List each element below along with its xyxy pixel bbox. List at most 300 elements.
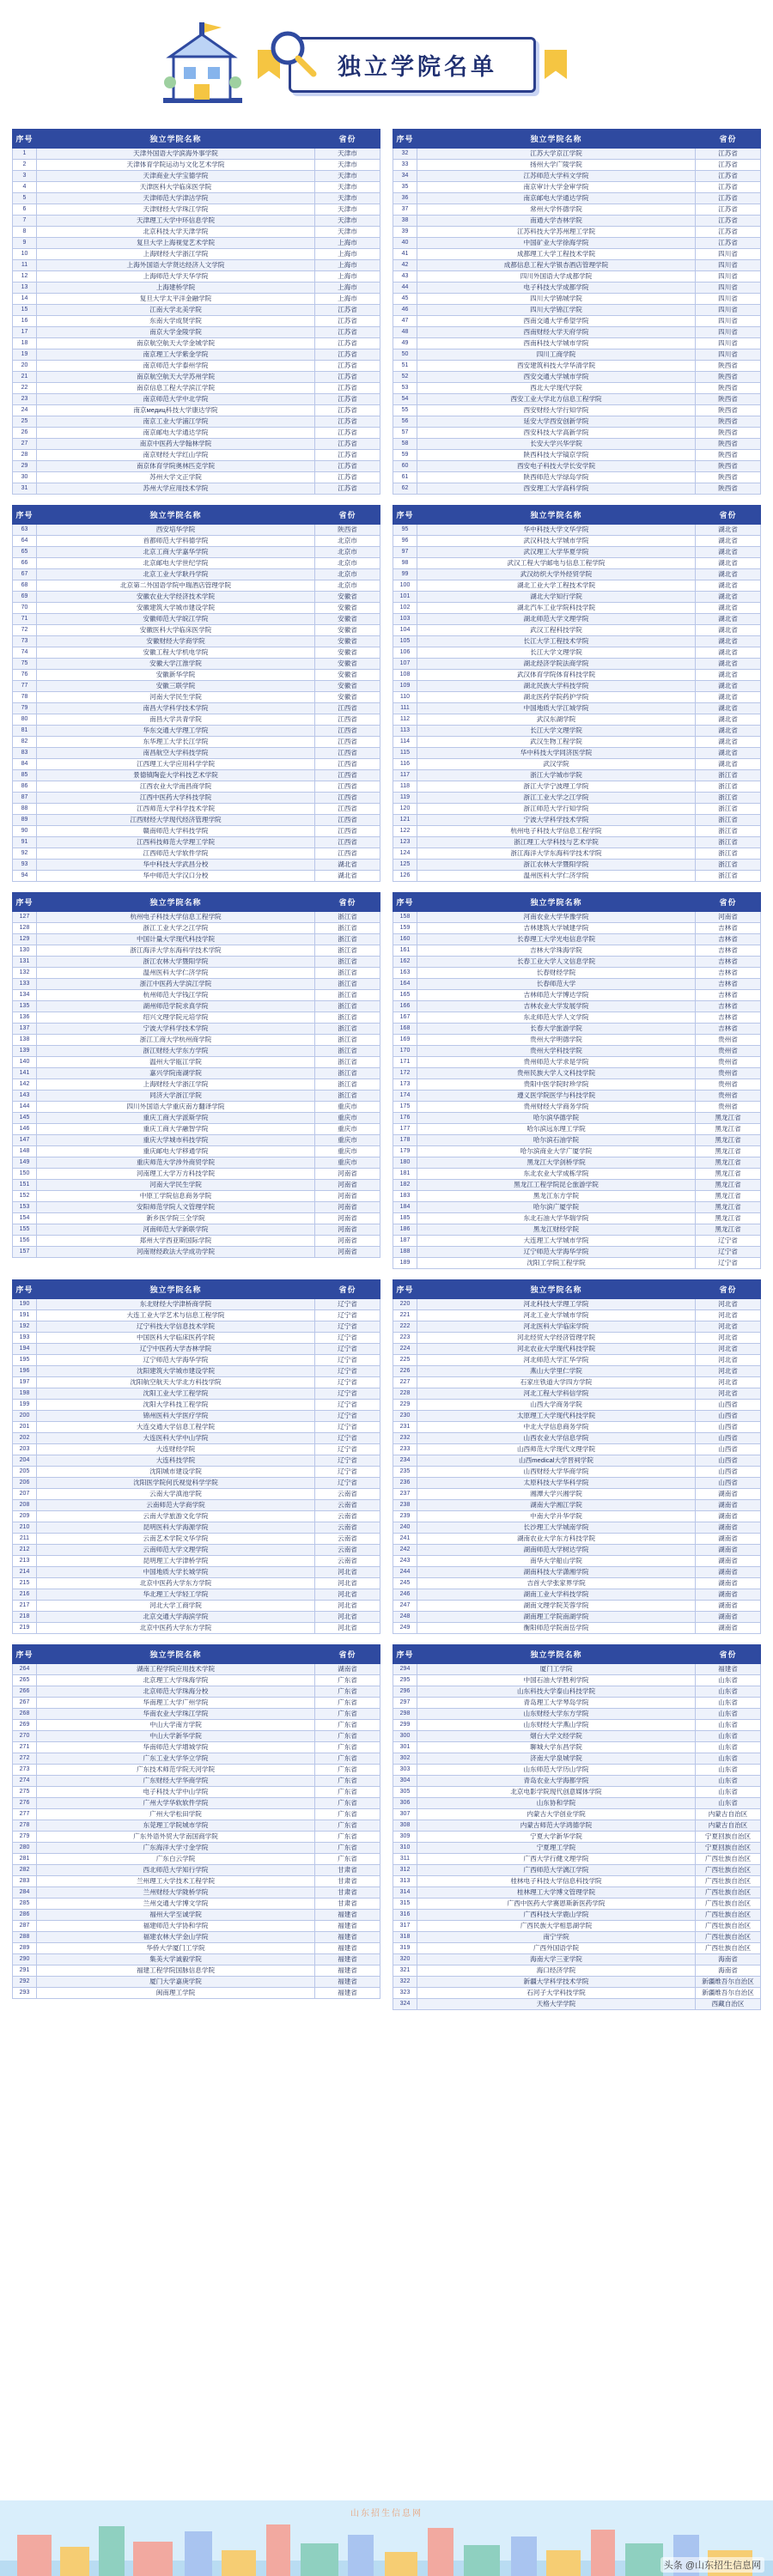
cell-no: 24 bbox=[13, 405, 37, 416]
cell-province: 吉林省 bbox=[696, 945, 761, 957]
cell-no: 149 bbox=[13, 1157, 37, 1169]
cell-no: 20 bbox=[13, 361, 37, 372]
cell-name: 安徽农业大学经济技术学院 bbox=[37, 592, 315, 603]
table-row bbox=[393, 1589, 761, 1601]
cell-province: 江苏省 bbox=[315, 450, 380, 461]
table-row bbox=[13, 1444, 380, 1455]
cell-name: 广东白云学院 bbox=[37, 1854, 315, 1865]
cell-name: 广西中医药大学赛恩斯新医药学院 bbox=[417, 1899, 696, 1910]
cell-name: 浙江财经大学东方学院 bbox=[37, 1046, 315, 1057]
cell-province: 吉林省 bbox=[696, 957, 761, 968]
cell-no: 178 bbox=[393, 1135, 417, 1146]
cell-province: 广东省 bbox=[315, 1675, 380, 1686]
column-header-prov: 省份 bbox=[696, 1645, 761, 1664]
cell-province: 北京市 bbox=[315, 536, 380, 547]
cell-name: 南京медиц科技大学康达学院 bbox=[37, 405, 315, 416]
table-row bbox=[393, 1079, 761, 1091]
cell-name: 山东财经大学燕山学院 bbox=[417, 1720, 696, 1731]
cell-name: 中山大学新华学院 bbox=[37, 1731, 315, 1742]
cell-name: 武汉理工大学华夏学院 bbox=[417, 547, 696, 558]
cell-name: 湖州师范学院求真学院 bbox=[37, 1001, 315, 1012]
cell-no: 273 bbox=[13, 1765, 37, 1776]
cell-province: 贵州省 bbox=[696, 1057, 761, 1068]
cell-no: 144 bbox=[13, 1102, 37, 1113]
table-row bbox=[393, 1455, 761, 1467]
cell-province: 河南省 bbox=[315, 1202, 380, 1213]
cell-name: 福建农林大学金山学院 bbox=[37, 1932, 315, 1943]
table-row bbox=[393, 349, 761, 361]
cell-name: 锦州医科大学医疗学院 bbox=[37, 1411, 315, 1422]
cell-name: 扬州大学广陵学院 bbox=[417, 160, 696, 171]
cell-province: 湖北省 bbox=[696, 681, 761, 692]
cell-name: 湖南文理学院芙蓉学院 bbox=[417, 1601, 696, 1612]
table-row bbox=[393, 1124, 761, 1135]
cell-name: 河南大学民生学院 bbox=[37, 692, 315, 703]
cell-name: 南京师范大学中北学院 bbox=[37, 394, 315, 405]
cell-no: 219 bbox=[13, 1623, 37, 1634]
table-row bbox=[393, 327, 761, 338]
table-row bbox=[393, 461, 761, 472]
cell-province: 陕西省 bbox=[696, 372, 761, 383]
cell-no: 276 bbox=[13, 1798, 37, 1809]
cell-province: 广东省 bbox=[315, 1820, 380, 1832]
table-row bbox=[13, 450, 380, 461]
table-block-8 bbox=[393, 1279, 761, 1634]
cell-no: 7 bbox=[13, 216, 37, 227]
cell-no: 11 bbox=[13, 260, 37, 271]
cell-no: 195 bbox=[13, 1355, 37, 1366]
cell-name: 西南交通大学希望学院 bbox=[417, 316, 696, 327]
cell-name: 华侨大学厦门工学院 bbox=[37, 1943, 315, 1954]
table-row bbox=[393, 1999, 761, 2010]
cell-name: 江苏大学京江学院 bbox=[417, 149, 696, 160]
cell-province: 河北省 bbox=[696, 1366, 761, 1377]
cell-province: 黑龙江省 bbox=[696, 1124, 761, 1135]
cell-name: 云南大学旅游文化学院 bbox=[37, 1511, 315, 1522]
cell-name: 西安财经大学行知学院 bbox=[417, 405, 696, 416]
cell-name: 云南师范大学商学院 bbox=[37, 1500, 315, 1511]
cell-no: 121 bbox=[393, 815, 417, 826]
cell-name: 西北大学现代学院 bbox=[417, 383, 696, 394]
cell-name: 辽宁科技大学信息技术学院 bbox=[37, 1321, 315, 1333]
cell-name: 北京中医药大学东方学院 bbox=[37, 1623, 315, 1634]
cell-province: 湖北省 bbox=[696, 614, 761, 625]
column-header-prov: 省份 bbox=[315, 1645, 380, 1664]
cell-name: 上海建桥学院 bbox=[37, 283, 315, 294]
cell-province: 浙江省 bbox=[315, 1057, 380, 1068]
table-row bbox=[13, 182, 380, 193]
cell-no: 67 bbox=[13, 569, 37, 580]
table-row bbox=[393, 1601, 761, 1612]
table-row bbox=[13, 968, 380, 979]
cell-name: 山东协和学院 bbox=[417, 1798, 696, 1809]
table-row bbox=[393, 1024, 761, 1035]
cell-name: 武汉学院 bbox=[417, 759, 696, 770]
cell-name: 中南大学升华学院 bbox=[417, 1511, 696, 1522]
cell-name: 福建工程学院国脉信息学院 bbox=[37, 1965, 315, 1977]
cell-province: 浙江省 bbox=[696, 815, 761, 826]
cell-province: 广东省 bbox=[315, 1843, 380, 1854]
table-row bbox=[13, 1455, 380, 1467]
cell-province: 江西省 bbox=[315, 793, 380, 804]
cell-province: 河北省 bbox=[315, 1567, 380, 1578]
cell-name: 宁波大学科学技术学院 bbox=[417, 815, 696, 826]
table-row bbox=[13, 1411, 380, 1422]
table-row bbox=[13, 670, 380, 681]
cell-province: 浙江省 bbox=[696, 871, 761, 882]
cell-no: 187 bbox=[393, 1236, 417, 1247]
cell-province: 浙江省 bbox=[315, 1012, 380, 1024]
table-row bbox=[393, 227, 761, 238]
cell-no: 214 bbox=[13, 1567, 37, 1578]
table-row bbox=[13, 405, 380, 416]
column-header-no: 序号 bbox=[393, 1280, 417, 1299]
cell-no: 14 bbox=[13, 294, 37, 305]
cell-province: 陕西省 bbox=[696, 405, 761, 416]
cell-name: 长安大学兴华学院 bbox=[417, 439, 696, 450]
cell-no: 169 bbox=[393, 1035, 417, 1046]
cell-province: 江西省 bbox=[315, 781, 380, 793]
cell-no: 175 bbox=[393, 1102, 417, 1113]
cell-no: 281 bbox=[13, 1854, 37, 1865]
column-header-no: 序号 bbox=[13, 506, 37, 525]
cell-no: 153 bbox=[13, 1202, 37, 1213]
cell-name: 天格大学学院 bbox=[417, 1999, 696, 2010]
cell-province: 广东省 bbox=[315, 1798, 380, 1809]
cell-province: 河北省 bbox=[696, 1377, 761, 1388]
table-row bbox=[393, 182, 761, 193]
cell-name: 西安科技大学高新学院 bbox=[417, 428, 696, 439]
cell-no: 167 bbox=[393, 1012, 417, 1024]
cell-no: 89 bbox=[13, 815, 37, 826]
cell-province: 江西省 bbox=[315, 804, 380, 815]
cell-no: 104 bbox=[393, 625, 417, 636]
table-row bbox=[13, 1388, 380, 1400]
cell-province: 福建省 bbox=[315, 1943, 380, 1954]
cell-no: 279 bbox=[13, 1832, 37, 1843]
cell-no: 48 bbox=[393, 327, 417, 338]
cell-name: 燕山大学里仁学院 bbox=[417, 1366, 696, 1377]
cell-province: 辽宁省 bbox=[315, 1333, 380, 1344]
cell-province: 福建省 bbox=[315, 1910, 380, 1921]
cell-name: 江苏师范大学科文学院 bbox=[417, 171, 696, 182]
table-row bbox=[393, 1500, 761, 1511]
cell-province: 广西壮族自治区 bbox=[696, 1932, 761, 1943]
cell-no: 60 bbox=[393, 461, 417, 472]
cell-no: 211 bbox=[13, 1534, 37, 1545]
cell-no: 29 bbox=[13, 461, 37, 472]
cell-province: 浙江省 bbox=[696, 804, 761, 815]
cell-no: 79 bbox=[13, 703, 37, 714]
table-row bbox=[393, 1776, 761, 1787]
table-row bbox=[13, 1545, 380, 1556]
cell-no: 28 bbox=[13, 450, 37, 461]
tables-container bbox=[0, 129, 773, 2010]
cell-name: 黑龙江财经学院 bbox=[417, 1224, 696, 1236]
cell-province: 江西省 bbox=[315, 703, 380, 714]
table-row bbox=[393, 405, 761, 416]
cell-name: 新乡医学院三全学院 bbox=[37, 1213, 315, 1224]
table-row bbox=[393, 770, 761, 781]
table-row bbox=[13, 227, 380, 238]
cell-province: 云南省 bbox=[315, 1534, 380, 1545]
institution-table bbox=[12, 1279, 380, 1634]
cell-no: 204 bbox=[13, 1455, 37, 1467]
table-row bbox=[393, 1400, 761, 1411]
cell-no: 246 bbox=[393, 1589, 417, 1601]
cell-no: 283 bbox=[13, 1876, 37, 1887]
cell-province: 浙江省 bbox=[315, 934, 380, 945]
cell-name: 天津师范大学津沽学院 bbox=[37, 193, 315, 204]
cell-province: 广东省 bbox=[315, 1776, 380, 1787]
cell-name: 绍兴文理学院元培学院 bbox=[37, 1012, 315, 1024]
table-row bbox=[13, 394, 380, 405]
cell-province: 安徽省 bbox=[315, 692, 380, 703]
cell-name: 石河子大学科技学院 bbox=[417, 1988, 696, 1999]
cell-name: 桂林电子科技大学信息科技学院 bbox=[417, 1876, 696, 1887]
cell-province: 湖北省 bbox=[696, 726, 761, 737]
table-row bbox=[13, 804, 380, 815]
cell-name: 天津体育学院运动与文化艺术学院 bbox=[37, 160, 315, 171]
cell-province: 湖北省 bbox=[315, 860, 380, 871]
cell-no: 206 bbox=[13, 1478, 37, 1489]
cell-no: 217 bbox=[13, 1601, 37, 1612]
table-row bbox=[393, 912, 761, 923]
cell-province: 湖北省 bbox=[696, 714, 761, 726]
cell-no: 128 bbox=[13, 923, 37, 934]
cell-province: 浙江省 bbox=[696, 793, 761, 804]
cell-name: 海南大学三亚学院 bbox=[417, 1954, 696, 1965]
cell-no: 87 bbox=[13, 793, 37, 804]
table-row bbox=[393, 1135, 761, 1146]
cell-no: 61 bbox=[393, 472, 417, 483]
cell-province: 湖南省 bbox=[696, 1623, 761, 1634]
cell-name: 天津商业大学宝德学院 bbox=[37, 171, 315, 182]
table-row bbox=[393, 547, 761, 558]
table-row bbox=[13, 1787, 380, 1798]
table-row bbox=[13, 1820, 380, 1832]
table-row bbox=[393, 681, 761, 692]
table-row bbox=[13, 1489, 380, 1500]
table-row bbox=[393, 1068, 761, 1079]
cell-province: 江苏省 bbox=[315, 472, 380, 483]
cell-province: 湖北省 bbox=[696, 525, 761, 536]
cell-name: 上海财经大学浙江学院 bbox=[37, 249, 315, 260]
table-row bbox=[393, 1820, 761, 1832]
cell-name: 山西师范大学现代文理学院 bbox=[417, 1444, 696, 1455]
cell-province: 北京市 bbox=[315, 547, 380, 558]
cell-no: 264 bbox=[13, 1664, 37, 1675]
cell-no: 181 bbox=[393, 1169, 417, 1180]
cell-no: 222 bbox=[393, 1321, 417, 1333]
table-row bbox=[393, 1731, 761, 1742]
table-row bbox=[393, 1422, 761, 1433]
table-row bbox=[13, 592, 380, 603]
cell-province: 浙江省 bbox=[315, 923, 380, 934]
table-row bbox=[393, 450, 761, 461]
table-row bbox=[393, 1578, 761, 1589]
cell-no: 114 bbox=[393, 737, 417, 748]
table-row bbox=[13, 1522, 380, 1534]
cell-name: 西安理工大学高科学院 bbox=[417, 483, 696, 495]
cell-no: 174 bbox=[393, 1091, 417, 1102]
cell-province: 江苏省 bbox=[315, 305, 380, 316]
cell-no: 71 bbox=[13, 614, 37, 625]
cell-name: 温州医科大学仁济学院 bbox=[37, 968, 315, 979]
cell-province: 黑龙江省 bbox=[696, 1135, 761, 1146]
cell-no: 230 bbox=[393, 1411, 417, 1422]
cell-province: 福建省 bbox=[696, 1664, 761, 1675]
table-row bbox=[393, 692, 761, 703]
cell-province: 甘肃省 bbox=[315, 1865, 380, 1876]
cell-province: 广东省 bbox=[315, 1809, 380, 1820]
cell-province: 山西省 bbox=[696, 1400, 761, 1411]
cell-no: 319 bbox=[393, 1943, 417, 1954]
cell-name: 长春师范大学 bbox=[417, 979, 696, 990]
cell-no: 159 bbox=[393, 923, 417, 934]
cell-no: 53 bbox=[393, 383, 417, 394]
cell-province: 浙江省 bbox=[315, 1046, 380, 1057]
cell-province: 辽宁省 bbox=[315, 1344, 380, 1355]
cell-no: 215 bbox=[13, 1578, 37, 1589]
cell-no: 224 bbox=[393, 1344, 417, 1355]
cell-name: 安徽财经大学商学院 bbox=[37, 636, 315, 647]
cell-province: 江苏省 bbox=[696, 193, 761, 204]
cell-name: 中国医科大学临床医药学院 bbox=[37, 1333, 315, 1344]
cell-name: 成都理工大学工程技术学院 bbox=[417, 249, 696, 260]
cell-name: 中原工学院信息商务学院 bbox=[37, 1191, 315, 1202]
cell-no: 278 bbox=[13, 1820, 37, 1832]
cell-name: 沈阳大学科技工程学院 bbox=[37, 1400, 315, 1411]
cell-no: 10 bbox=[13, 249, 37, 260]
cell-no: 305 bbox=[393, 1787, 417, 1798]
table-row bbox=[13, 1057, 380, 1068]
table-row bbox=[13, 1556, 380, 1567]
cell-name: 昆明理工大学津桥学院 bbox=[37, 1556, 315, 1567]
cell-province: 四川省 bbox=[696, 294, 761, 305]
cell-no: 148 bbox=[13, 1146, 37, 1157]
cell-no: 146 bbox=[13, 1124, 37, 1135]
table-row bbox=[393, 793, 761, 804]
table-row bbox=[13, 1079, 380, 1091]
table-row bbox=[393, 249, 761, 260]
column-header-name: 独立学院名称 bbox=[37, 893, 315, 912]
cell-name: 浙江工业大学之江学院 bbox=[37, 923, 315, 934]
cell-no: 203 bbox=[13, 1444, 37, 1455]
cell-name: 南京工业大学浦江学院 bbox=[37, 416, 315, 428]
table-row bbox=[13, 603, 380, 614]
cell-name: 大连科技学院 bbox=[37, 1455, 315, 1467]
cell-province: 山东省 bbox=[696, 1798, 761, 1809]
cell-name: 烟台大学文经学院 bbox=[417, 1731, 696, 1742]
cell-no: 91 bbox=[13, 837, 37, 848]
cell-province: 辽宁省 bbox=[696, 1258, 761, 1269]
cell-no: 299 bbox=[393, 1720, 417, 1731]
cell-no: 324 bbox=[393, 1999, 417, 2010]
table-row bbox=[13, 1135, 380, 1146]
cell-province: 重庆市 bbox=[315, 1102, 380, 1113]
table-row bbox=[393, 1876, 761, 1887]
table-row bbox=[13, 204, 380, 216]
cell-no: 317 bbox=[393, 1921, 417, 1932]
institution-table bbox=[12, 129, 380, 495]
cell-province: 安徽省 bbox=[315, 592, 380, 603]
cell-no: 64 bbox=[13, 536, 37, 547]
cell-name: 赣南师范大学科技学院 bbox=[37, 826, 315, 837]
table-row bbox=[393, 361, 761, 372]
cell-province: 江苏省 bbox=[696, 171, 761, 182]
cell-no: 285 bbox=[13, 1899, 37, 1910]
table-row bbox=[13, 483, 380, 495]
table-row bbox=[13, 260, 380, 271]
cell-no: 58 bbox=[393, 439, 417, 450]
table-row bbox=[393, 305, 761, 316]
cell-province: 重庆市 bbox=[315, 1135, 380, 1146]
cell-province: 山西省 bbox=[696, 1467, 761, 1478]
table-row bbox=[13, 1422, 380, 1433]
cell-province: 江苏省 bbox=[315, 439, 380, 450]
cell-name: 中国矿业大学徐海学院 bbox=[417, 238, 696, 249]
cell-province: 陕西省 bbox=[696, 416, 761, 428]
table-row bbox=[13, 580, 380, 592]
table-row bbox=[13, 1068, 380, 1079]
cell-no: 216 bbox=[13, 1589, 37, 1601]
cell-no: 119 bbox=[393, 793, 417, 804]
table-row bbox=[13, 726, 380, 737]
cell-no: 140 bbox=[13, 1057, 37, 1068]
cell-no: 59 bbox=[393, 450, 417, 461]
cell-name: 湖南工程学院应用技术学院 bbox=[37, 1664, 315, 1675]
cell-name: 西安培华学院 bbox=[37, 525, 315, 536]
cell-no: 4 bbox=[13, 182, 37, 193]
cell-name: 河北农业大学现代科技学院 bbox=[417, 1344, 696, 1355]
cell-province: 辽宁省 bbox=[315, 1366, 380, 1377]
cell-no: 43 bbox=[393, 271, 417, 283]
cell-name: 大连交通大学信息工程学院 bbox=[37, 1422, 315, 1433]
cell-province: 福建省 bbox=[315, 1954, 380, 1965]
cell-no: 200 bbox=[13, 1411, 37, 1422]
cell-no: 100 bbox=[393, 580, 417, 592]
cell-province: 新疆维吾尔自治区 bbox=[696, 1977, 761, 1988]
cell-no: 90 bbox=[13, 826, 37, 837]
table-row bbox=[13, 1589, 380, 1601]
cell-no: 199 bbox=[13, 1400, 37, 1411]
table-row bbox=[393, 1236, 761, 1247]
cell-name: 山西农业大学信息学院 bbox=[417, 1433, 696, 1444]
cell-province: 辽宁省 bbox=[315, 1433, 380, 1444]
table-row bbox=[13, 472, 380, 483]
cell-province: 辽宁省 bbox=[315, 1388, 380, 1400]
table-row bbox=[13, 1012, 380, 1024]
cell-name: 首都师范大学科德学院 bbox=[37, 536, 315, 547]
cell-no: 102 bbox=[393, 603, 417, 614]
cell-province: 陕西省 bbox=[696, 472, 761, 483]
table-row bbox=[393, 990, 761, 1001]
cell-no: 212 bbox=[13, 1545, 37, 1556]
column-header-prov: 省份 bbox=[696, 1280, 761, 1299]
cell-name: 电子科技大学成都学院 bbox=[417, 283, 696, 294]
cell-no: 221 bbox=[393, 1310, 417, 1321]
cell-no: 117 bbox=[393, 770, 417, 781]
table-row bbox=[13, 271, 380, 283]
table-row bbox=[393, 871, 761, 882]
cell-name: 湖北汽车工业学院科技学院 bbox=[417, 603, 696, 614]
cell-name: 云南大学滇池学院 bbox=[37, 1489, 315, 1500]
cell-name: 北京电影学院现代创意媒体学院 bbox=[417, 1787, 696, 1798]
cell-no: 173 bbox=[393, 1079, 417, 1091]
table-row bbox=[13, 1776, 380, 1787]
cell-province: 河南省 bbox=[315, 1213, 380, 1224]
